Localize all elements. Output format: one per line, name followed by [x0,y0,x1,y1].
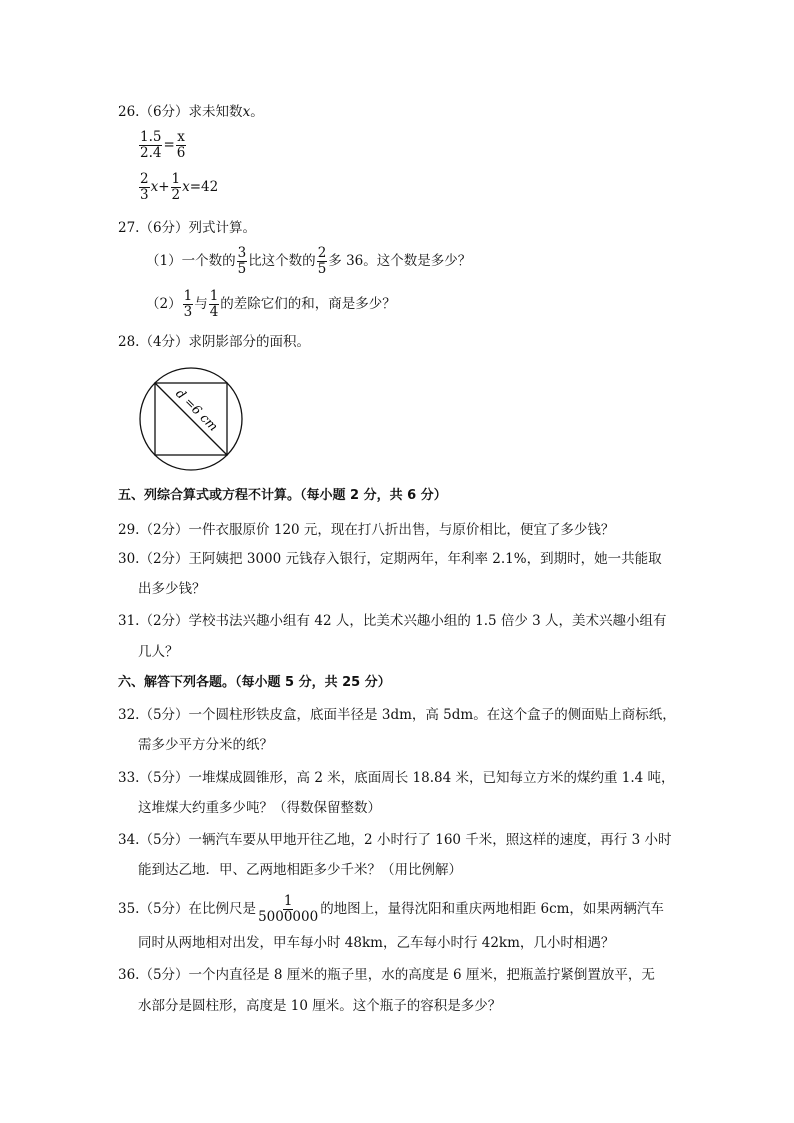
text: 与 [194,296,208,312]
q26-equation-2 [138,172,218,203]
q27-part-2 [146,289,396,320]
q26-var: x [242,104,251,120]
q29: 29.（2分）一件衣服原价 120 元，现在打八折出售，与原价相比，便宜了多少钱？ [118,522,615,538]
denominator: 5 [317,261,327,277]
q33-line-2: 这堆煤大约重多少吨？（得数保留整数） [138,800,381,816]
text: 35.（5分）在比例尺是 [118,901,257,917]
scale-fraction [257,894,319,925]
text: 多 36。这个数是多少？ [328,253,472,269]
denominator: 4 [209,304,219,320]
q36-line-2: 水部分是圆柱形，高度是 10 厘米。这个瓶子的容积是多少？ [138,998,502,1014]
numerator: 2 [140,171,149,187]
q26-equation-1 [138,130,187,161]
denominator: 3 [183,304,193,320]
section5-title: 五、列综合算式或方程不计算。（每小题 2 分，共 6 分） [118,488,447,503]
section6-title: 六、解答下列各题。（每小题 5 分，共 25 分） [118,675,391,690]
q26-header [118,102,264,122]
q27-part-1 [146,246,471,277]
q32-line-1: 32.（5分）一个圆柱形铁皮盒，底面半径是 3dm，高 5dm。在这个盒子的侧面贴上商标纸， [118,707,676,723]
equation-rest: =42 [189,179,219,195]
fraction [139,130,162,161]
q31-line-2: 几人？ [138,644,179,660]
q30-line-2: 出多少钱？ [138,581,206,597]
numerator: 1 [209,288,219,304]
q31-line-1: 31.（2分）学校书法兴趣小组有 42 人，比美术兴趣小组的 1.5 倍少 3 人，美术兴趣小组有 [118,613,667,629]
equals-sign: = [163,137,175,153]
fraction [209,289,220,320]
fraction [139,172,150,203]
numerator: 1.5 [140,129,162,145]
circle-square-figure [136,364,246,474]
q26-end: 。 [250,104,264,120]
q33-line-1: 33.（5分）一堆煤成圆锥形，高 2 米，底面周长 18.84 米，已知每立方米的煤约重 1.4 吨， [118,770,675,786]
variable: x [150,179,159,195]
plus-sign: + [158,179,170,195]
text: 的差除它们的和，商是多少？ [220,296,396,312]
diameter-label: d =6 cm [173,385,222,434]
numerator: 3 [237,245,247,261]
q35-line-2: 同时从两地相对出发，甲车每小时 48km，乙车每小时行 42km，几小时相遇？ [138,935,615,951]
denominator: 2.4 [140,145,162,161]
denominator: 5000000 [258,909,319,925]
denominator: 6 [176,145,186,161]
q27-header: 27.（6分）列式计算。 [118,220,257,236]
q28-header: 28.（4分）求阴影部分的面积。 [118,334,311,350]
q34-line-1: 34.（5分）一辆汽车要从甲地开往乙地，2 小时行了 160 千米，照这样的速度，再行 3 小时 [118,832,672,848]
numerator: 1 [183,288,193,304]
variable: x [182,179,190,195]
denominator: 2 [171,187,181,203]
numerator: 1 [283,893,293,909]
fraction [171,172,182,203]
fraction [183,289,194,320]
q35-line-1 [118,894,664,925]
text: （2） [146,296,182,312]
q26-header-text: 26.（6分）求未知数 [118,104,243,120]
denominator: 5 [237,261,247,277]
text: 的地图上，量得沈阳和重庆两地相距 6cm，如果两辆汽车 [320,901,664,917]
text: 比这个数的 [248,253,316,269]
q34-line-2: 能到达乙地．甲、乙两地相距多少千米？（用比例解） [138,862,462,878]
numerator: 1 [171,171,181,187]
q36-line-1: 36.（5分）一个内直径是 8 厘米的瓶子里，水的高度是 6 厘米，把瓶盖拧紧倒置放平，无 [118,967,655,983]
q30-line-1: 30.（2分）王阿姨把 3000 元钱存入银行，定期两年，年利率 2.1%，到期时，她一共能取 [118,551,662,567]
denominator: 3 [140,187,149,203]
numerator: 2 [317,245,327,261]
fraction [317,246,328,277]
q32-line-2: 需多少平方分米的纸？ [138,737,273,753]
text: （1）一个数的 [146,253,236,269]
numerator: x [177,129,185,145]
fraction [237,246,248,277]
fraction [176,130,187,161]
